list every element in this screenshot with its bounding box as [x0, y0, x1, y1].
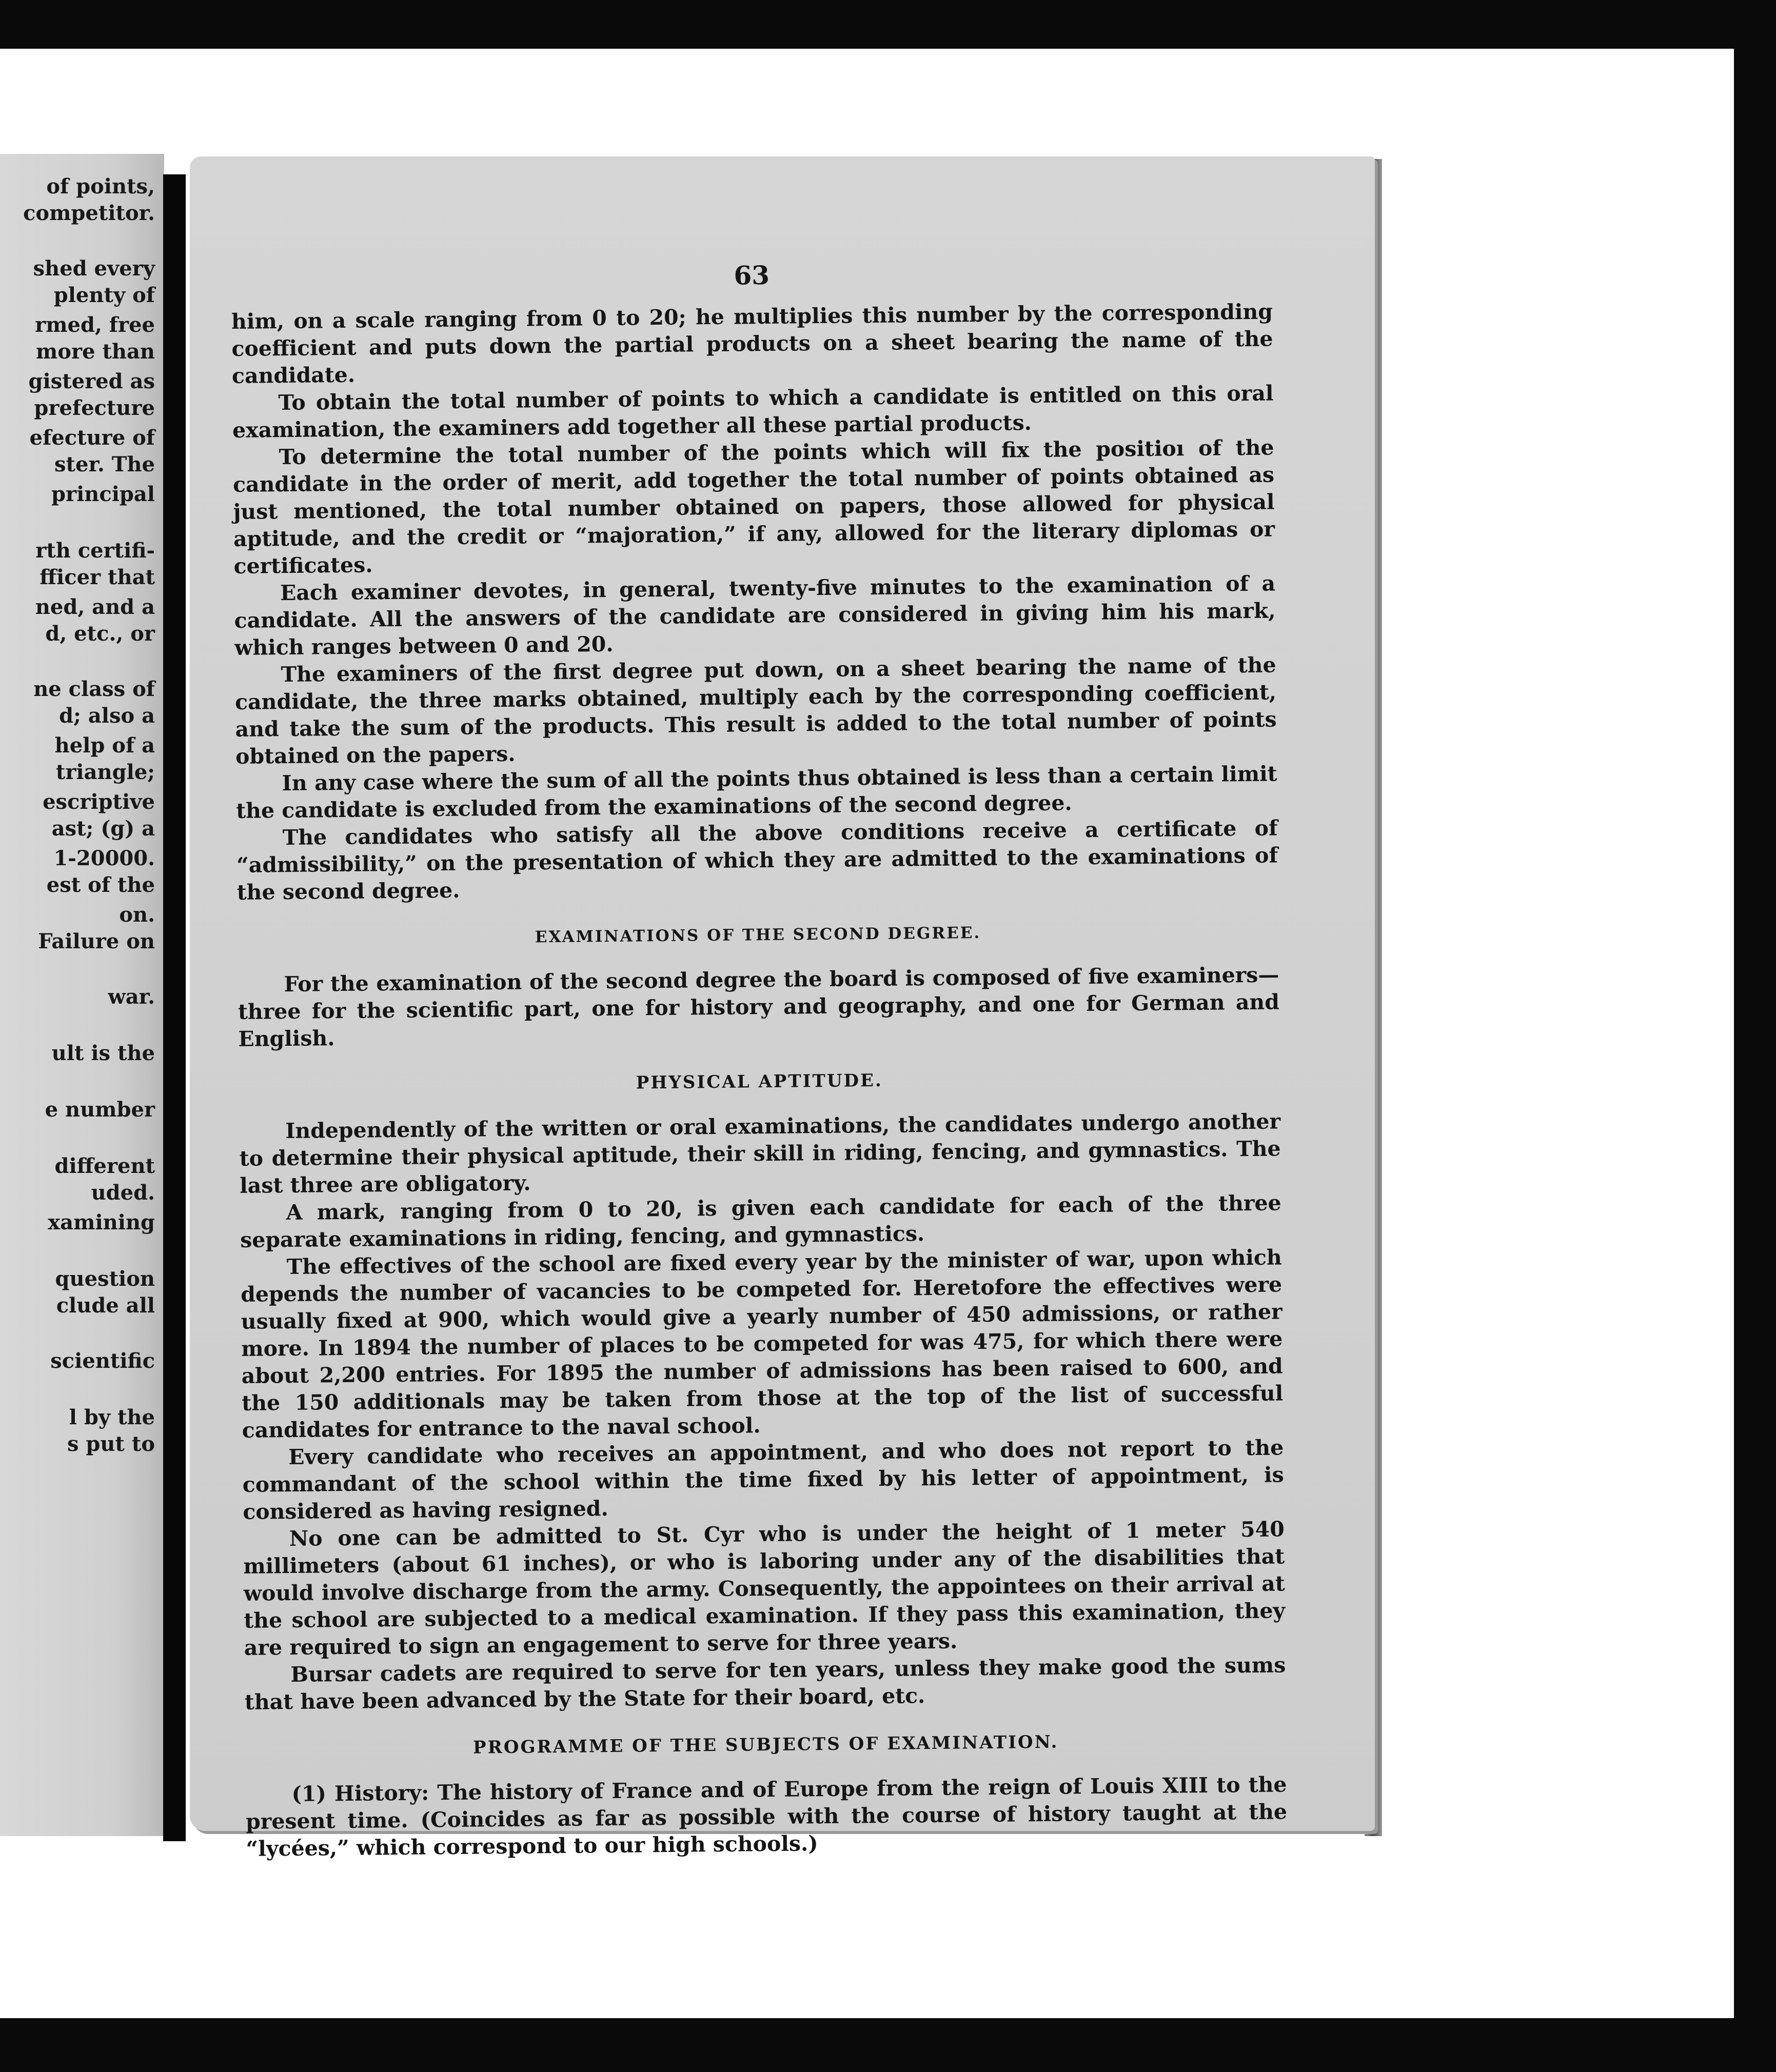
facing-page-line: est of the [46, 873, 155, 897]
facing-page-line: efecture of [29, 426, 155, 450]
paragraph: Bursar cadets are required to serve for ten years, unless they make good the sums that have been advanced by the State for their board, etc. [244, 1652, 1286, 1715]
paragraph: him, on a scale ranging from 0 to 20; he multiplies this number by the corresponding coefficient and puts down the partial products on a sheet bearing the name of the candidate. [231, 299, 1273, 388]
facing-page-line: ult is the [51, 1041, 155, 1065]
facing-page-line: rth certifi- [35, 539, 155, 563]
book-page [190, 156, 1375, 1861]
section-heading: PHYSICAL APTITUDE. [636, 1070, 883, 1093]
facing-page-line: principal [51, 482, 155, 506]
paragraph: (1) History: The history of France and of Europe from the reign of Louis XIII to the present time. (Coincides as far as possible with the course of history taught at the “lycées,” which correspond to our high schools.) [245, 1772, 1288, 1861]
facing-page-line: ned, and a [35, 595, 155, 619]
paragraph: To determine the total number of the points which will fix the positioı of the candidate in the order of merit, add together the total number of points obtained as just mentioned, the total number obtained on papers, those allowed for physical aptitude, and the credit or “majoration,” if any, allowed for the literary diplomas or certificates. [232, 435, 1275, 579]
scan-border-right [1734, 0, 1776, 2072]
paragraph: No one can be admitted to St. Cyr who is under the height of 1 meter 540 millimeters (about 61 inches), or who is laboring under any of the disabilities that would involve discharge from the army. Consequently, the appointees on their arrival at the school are subjected to a medical examination. If they pass this examination, they are required to sign an engagement to serve for three years. [243, 1517, 1286, 1660]
book-gutter [163, 174, 186, 1841]
facing-page-line: ne class of [33, 677, 155, 701]
facing-page-line: of points, [46, 174, 155, 198]
facing-page-line: gistered as [28, 369, 155, 393]
facing-page-line: plenty of [53, 283, 155, 307]
facing-page-line: e number [45, 1098, 155, 1122]
facing-page-line: triangle; [55, 760, 155, 784]
paragraph: For the examination of the second degree the board is composed of five examiners—three for the scientific part, one for history and geography, and one for German and English. [238, 962, 1280, 1051]
facing-page-line: more than [35, 340, 155, 364]
facing-page-line: fficer that [40, 565, 155, 589]
facing-page-line: d, etc., or [45, 622, 155, 646]
facing-page-line: scientific [50, 1349, 155, 1373]
facing-page-line: competitor. [23, 201, 155, 225]
facing-page-line: s put to [67, 1432, 155, 1456]
facing-page-line: l by the [69, 1405, 155, 1429]
section-oral-examination [231, 298, 1278, 906]
facing-page-line: help of a [54, 733, 155, 758]
paragraph: Independently of the written or oral examinations, the candidates undergo another to determine their physical aptitude, their skill in riding, fencing, and gymnastics. The last three are obligatory. [239, 1109, 1281, 1198]
facing-page-line: rmed, free [35, 313, 155, 337]
section-heading: EXAMINATIONS OF THE SECOND DEGREE. [535, 924, 981, 947]
paragraph: Every candidate who receives an appointment, and who does not report to the commandant of the school within the time fixed by his letter of appointment, is considered as having resigned. [242, 1435, 1284, 1524]
facing-page-line: clude all [56, 1293, 155, 1318]
facing-page-line: Failure on [38, 929, 155, 953]
paragraph: The candidates who satisfy all the above conditions receive a certificate of “admissibility,” on the presentation of which they are admitted to the examinations of the second degree. [236, 815, 1278, 905]
paragraph: The examiners of the first degree put down, on a sheet bearing the name of the candidate, the three marks obtained, multiply each by the corresponding coefficient, and take the sum of the products. This result is added to the total number of points obtained on the papers. [234, 652, 1277, 769]
facing-page-fragment [0, 154, 164, 1836]
facing-page-line: shed every [33, 256, 155, 281]
facing-page-line: prefecture [34, 396, 155, 420]
scan-border-top [0, 0, 1776, 49]
facing-page-line: on. [119, 903, 155, 927]
facing-page-line: 1-20000. [53, 846, 155, 870]
facing-page-line: ster. The [54, 452, 155, 476]
paragraph: To obtain the total number of points to which a candidate is entitled on this oral examination, the examiners add together all these partial products. [232, 381, 1274, 443]
paragraph: A mark, ranging from 0 to 20, is given each candidate for each of the three separate examinations in riding, fencing, and gymnastics. [240, 1190, 1281, 1252]
paragraph: The effectives of the school are fixed every year by the minister of war, upon which depends the number of vacancies to be competed for. Heretofore the effectives were usually fixed at 900, which would give a yearly number of 450 admissions, or rather more. In 1894 the number of places to be competed for was 475, for which there were about 2,200 entries. For 1895 the number of admissions has been raised to 600, and the 150 additionals may be taken from those at the top of the list of successful candidates for entrance to the naval school. [241, 1245, 1284, 1443]
facing-page-line: ast; (g) a [51, 816, 155, 841]
facing-page-line: question [55, 1267, 155, 1291]
facing-page-line: different [54, 1154, 155, 1178]
facing-page-line: d; also a [59, 704, 155, 728]
facing-page-line: war. [108, 985, 155, 1009]
facing-page-line: uded. [91, 1181, 155, 1205]
facing-page-line: xamining [48, 1210, 155, 1234]
paragraph: In any case where the sum of all the points thus obtained is less than a certain limit the candidate is excluded from the examinations of the second degree. [235, 761, 1277, 823]
page-content [231, 257, 1288, 1863]
section-heading: PROGRAMME OF THE SUBJECTS OF EXAMINATION. [472, 1731, 1059, 1758]
paragraph: Each examiner devotes, in general, twenty-five minutes to the examination of a candidate. All the answers of the candidate are considered in giving him his mark, which ranges between 0 and 20. [234, 571, 1276, 660]
page-number: 63 [734, 260, 770, 291]
facing-page-line: escriptive [43, 790, 155, 814]
scan-border-bottom [0, 2018, 1776, 2072]
